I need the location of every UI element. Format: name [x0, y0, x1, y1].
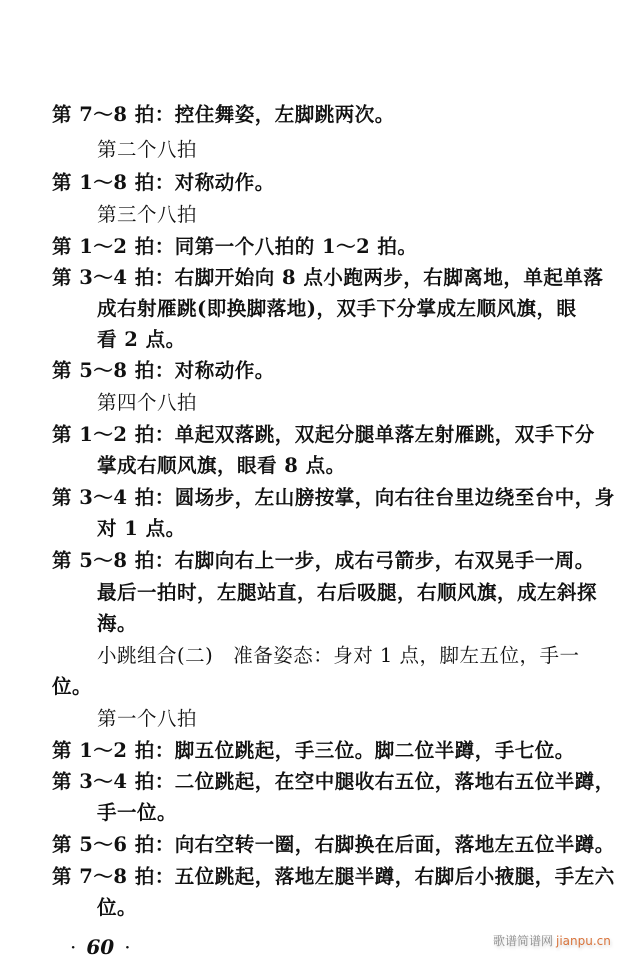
text-line: 第 5～8 拍：对称动作。: [52, 359, 275, 382]
text-line: 第 7～8 拍：控住舞姿，左脚跳两次。: [52, 103, 395, 126]
text-line-continuation: 最后一拍时，左腿站直，右后吸腿，右顺风旗，成左斜探: [97, 581, 598, 604]
text-line-continuation: 看 2 点。: [97, 328, 186, 351]
text-line: 第 1～2 拍：脚五位跳起，手三位。脚二位半蹲，手七位。: [52, 739, 575, 762]
text-line: 第 3～4 拍：右脚开始向 8 点小跑两步，右脚离地，单起单落: [52, 266, 604, 289]
text-line: 第 1～2 拍：单起双落跳，双起分腿单落左射雁跳，双手下分: [52, 423, 595, 446]
page-number-dot-right: ·: [124, 935, 131, 959]
text-line: 第 7～8 拍：五位跳起，落地左腿半蹲，右脚后小掖腿，手左六: [52, 865, 615, 888]
watermark-domain: jianpu.cn: [556, 934, 611, 948]
text-line-continuation: 海。: [97, 612, 138, 635]
section-heading: 第三个八拍: [97, 203, 198, 226]
text-line: 第 5～6 拍：向右空转一圈，右脚换在后面，落地左五位半蹲。: [52, 833, 615, 856]
text-line: 第 3～4 拍：圆场步，左山膀按掌，向右往台里边绕至台中，身: [52, 486, 615, 509]
section-heading: 第四个八拍: [97, 391, 198, 414]
page-number-dot-left: ·: [70, 935, 77, 959]
text-line-continuation: 手一位。: [97, 801, 178, 824]
text-line: 位。: [52, 675, 93, 698]
page-number-value: 60: [86, 935, 115, 959]
text-line-continuation: 掌成右顺风旗，眼看 8 点。: [97, 454, 346, 477]
text-line: 第 5～8 拍：右脚向右上一步，成右弓箭步，右双晃手一周。: [52, 549, 595, 572]
text-line-continuation: 对 1 点。: [97, 517, 186, 540]
combination-title: 小跳组合(二) 准备姿态：身对 1 点，脚左五位，手一: [97, 644, 580, 667]
watermark-site-name: 歌谱简谱网: [493, 934, 554, 948]
text-line-continuation: 位。: [97, 896, 138, 919]
text-line-continuation: 成右射雁跳(即换脚落地)，双手下分掌成左顺风旗，眼: [97, 297, 577, 320]
watermark: [493, 932, 611, 949]
section-heading: 第二个八拍: [97, 138, 198, 161]
text-line: 第 3～4 拍：二位跳起，在空中腿收右五位，落地右五位半蹲，: [52, 770, 615, 793]
text-line: 第 1～8 拍：对称动作。: [52, 171, 275, 194]
text-line: 第 1～2 拍：同第一个八拍的 1～2 拍。: [52, 235, 418, 258]
page-number: [60, 935, 141, 959]
section-heading: 第一个八拍: [97, 707, 198, 730]
